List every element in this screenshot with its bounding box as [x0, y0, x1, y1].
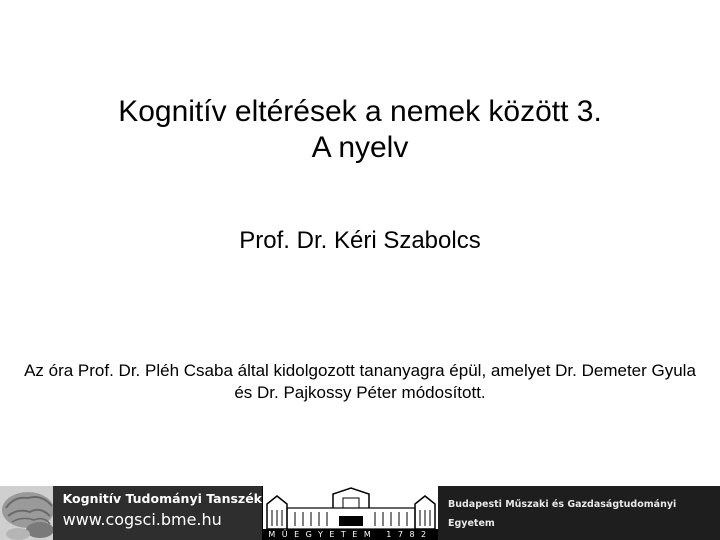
footer-banner [0, 486, 720, 540]
department-banner [0, 486, 262, 540]
slide-title-line-1: Kognitív eltérések a nemek között 3. [118, 95, 602, 128]
department-name: Kognitív Tudományi Tanszék [62, 491, 262, 506]
slide-title [20, 94, 700, 166]
university-name-line-2: Egyetem [448, 518, 495, 529]
university-banner [438, 486, 720, 540]
university-name-line-1: Budapesti Műszaki és Gazdaságtudományi [448, 499, 677, 510]
brain-icon [0, 486, 53, 540]
slide-title-line-2: A nyelv [311, 131, 409, 164]
university-building-image [262, 486, 438, 540]
department-url[interactable]: www.cogsci.bme.hu [62, 510, 222, 529]
building-icon [263, 486, 438, 529]
slide-note: Az óra Prof. Dr. Pléh Csaba által kidolgozott tananyagra épül, amelyet Dr. Demeter Gyula és Dr. Pajkossy Péter módosított. [24, 361, 696, 402]
building-inscription: MŰEGYETEM 1782 [263, 529, 438, 540]
department-info [53, 486, 262, 540]
slide-author: Prof. Dr. Kéri Szabolcs [239, 227, 481, 254]
brain-image [0, 486, 53, 540]
